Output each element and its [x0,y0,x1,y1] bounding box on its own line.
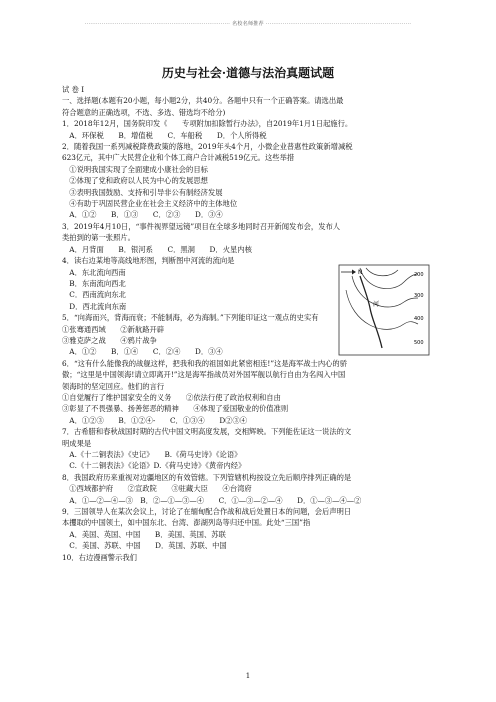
river-label: 河 [373,301,380,308]
text-line: ①说明我国实现了全面建成小康社会的目标 [62,164,208,174]
text-line: A．环保税 B．增值税 C．车船税 D．个人所得税 [62,130,267,140]
river-line [360,276,382,348]
text-line: ③表明我国鼓励、支持和引导非公有制经济发展 [62,187,223,197]
contour-label: 300 [414,293,424,299]
contour-label: 400 [414,316,424,322]
text-line: 6．“这有什么能像我的战舰这样，把我和我的祖国如此紧密相连!”这是海军战士内心的骄 [62,358,348,368]
text-line: ①西域都护府 ②宣政院 ③驻藏大臣 ④台湾府 [62,484,252,494]
text-line: ②体现了党和政府以人民为中心的发展思想 [62,176,208,186]
text-line: 9．三国领导人在某次会议上，讨论了在缅甸配合作战和战后处置日本的问题，会后声明日 [62,507,352,517]
text-line: 傲；“这里是中国领海!请立即离开!”这是海军指战员对外国军舰以航行自由为名闯入中国 [62,370,346,380]
text-line: ①自觉履行了维护国家安全的义务 ②依法行使了政治权利和自由 [62,392,281,402]
text-line: D．西北流向东南 [62,301,127,311]
contour-label: 500 [414,340,424,346]
text-line: 623亿元，其中广大民营企业和个体工商户合计减税519亿元。这些举措 [62,153,295,163]
text-line: C．美国、苏联、中国 D．英国、苏联、中国 [62,541,227,551]
header-text: 名校名师推荐 [232,21,264,27]
contour-line [366,268,398,276]
text-line: 7．古希腊和春秋战国时期的古代中国文明高度发展，交相辉映。下列能佐证这一说法的文 [62,427,352,437]
page-number: 1 [245,672,251,680]
contour-label: 200 [414,272,424,278]
text-line: 一、选择题(本题有20小题，每小题2分，共40分。各题中只有一个正确答案。请选出最 [62,96,344,106]
contour-map [338,264,430,356]
text-line: C.《十二铜表法》《论语》D.《荷马史诗》《黄帝内经》 [62,461,246,471]
north-arrow-icon [341,270,356,275]
text-line: ③雅克萨之战 ④鸦片战争 [62,335,157,345]
text-line: 领海时的坚定回应。他们的言行 [62,381,165,391]
document-title: 历史与社会·道德与法治真题试题 [161,66,335,80]
text-line: 本攫取的中国领土，如中国东北、台湾、澎湖列岛等归还中国。此处“三国”指 [62,518,311,528]
text-line: 4．读右边某地等高线地形图，判断图中河流的流向是 [62,256,235,266]
text-line: ④有助于巩固民营企业在社会主义经济中的主体地位 [62,199,238,209]
text-line: ①张骞通西域 ②新航路开辟 [62,324,165,334]
text-line: 8．我国政府历来重视对边疆地区的有效管辖。下列管辖机构按设立先后顺序排列正确的是 [62,472,352,482]
text-line: 2．随着我国一系列减税降费政策的落地，2019年头4个月，小微企业普惠性政策新增减税 [62,142,353,152]
text-line: B．东南流向西北 [62,278,126,288]
contour-line [346,290,418,329]
north-label: N [358,269,363,276]
text-line: 1．2018年12月，国务院印发《 专项附加扣除暂行办法》，自2019年1月1日起施行。 [62,119,353,129]
text-line: 3．2019年4月10日，“事件视界望远镜”项目在全球多地同时召开新闻发布会，发布人 [62,221,341,231]
text-line: 符合题意的正确选项，不选、多选、错选均不给分) [62,107,226,117]
text-line: A．美国、英国、中国 B．美国、英国、苏联 [62,529,226,539]
text-line: A．①②③ B．①②④- C．①③④ D②③④ [62,415,248,425]
text-line: A．①—②—④—③ B．②—①—③—④ C．①—③—②—④ D．①—③—④—② [62,495,362,505]
section-heading: 试 卷 Ⅰ [62,85,85,94]
text-line: ③彰显了不畏强暴、扬善惩恶的精神 ④体现了爱国敬业的价值准则 [62,404,289,414]
text-line: 明成果是 [62,438,92,448]
text-line: A.《十二铜表法》《史记》 B.《荷马史诗》《论语》 [62,450,242,459]
text-line: 类拍到的第一张照片。 [62,233,135,243]
text-line: C．西南流向东北 [62,290,126,300]
text-line: A．①② B．①③ C．②③ D．③④ [62,210,223,220]
text-line: 5．“向海而兴，背海而衰；不能制海，必为海制。”下列能印证这一观点的史实有 [62,313,319,323]
text-line: A．月背面 B．银河系 C．黑洞 D．火星内核 [62,244,252,254]
page-header: ············································································· 名校名师推荐 ············································································· [84,21,412,27]
text-line: A．东北流向西南 [62,267,126,277]
text-line: A．①② B．①④ C．②④ D．③④ [62,347,223,357]
text-line: 10．右边漫画警示我们 [62,552,137,562]
